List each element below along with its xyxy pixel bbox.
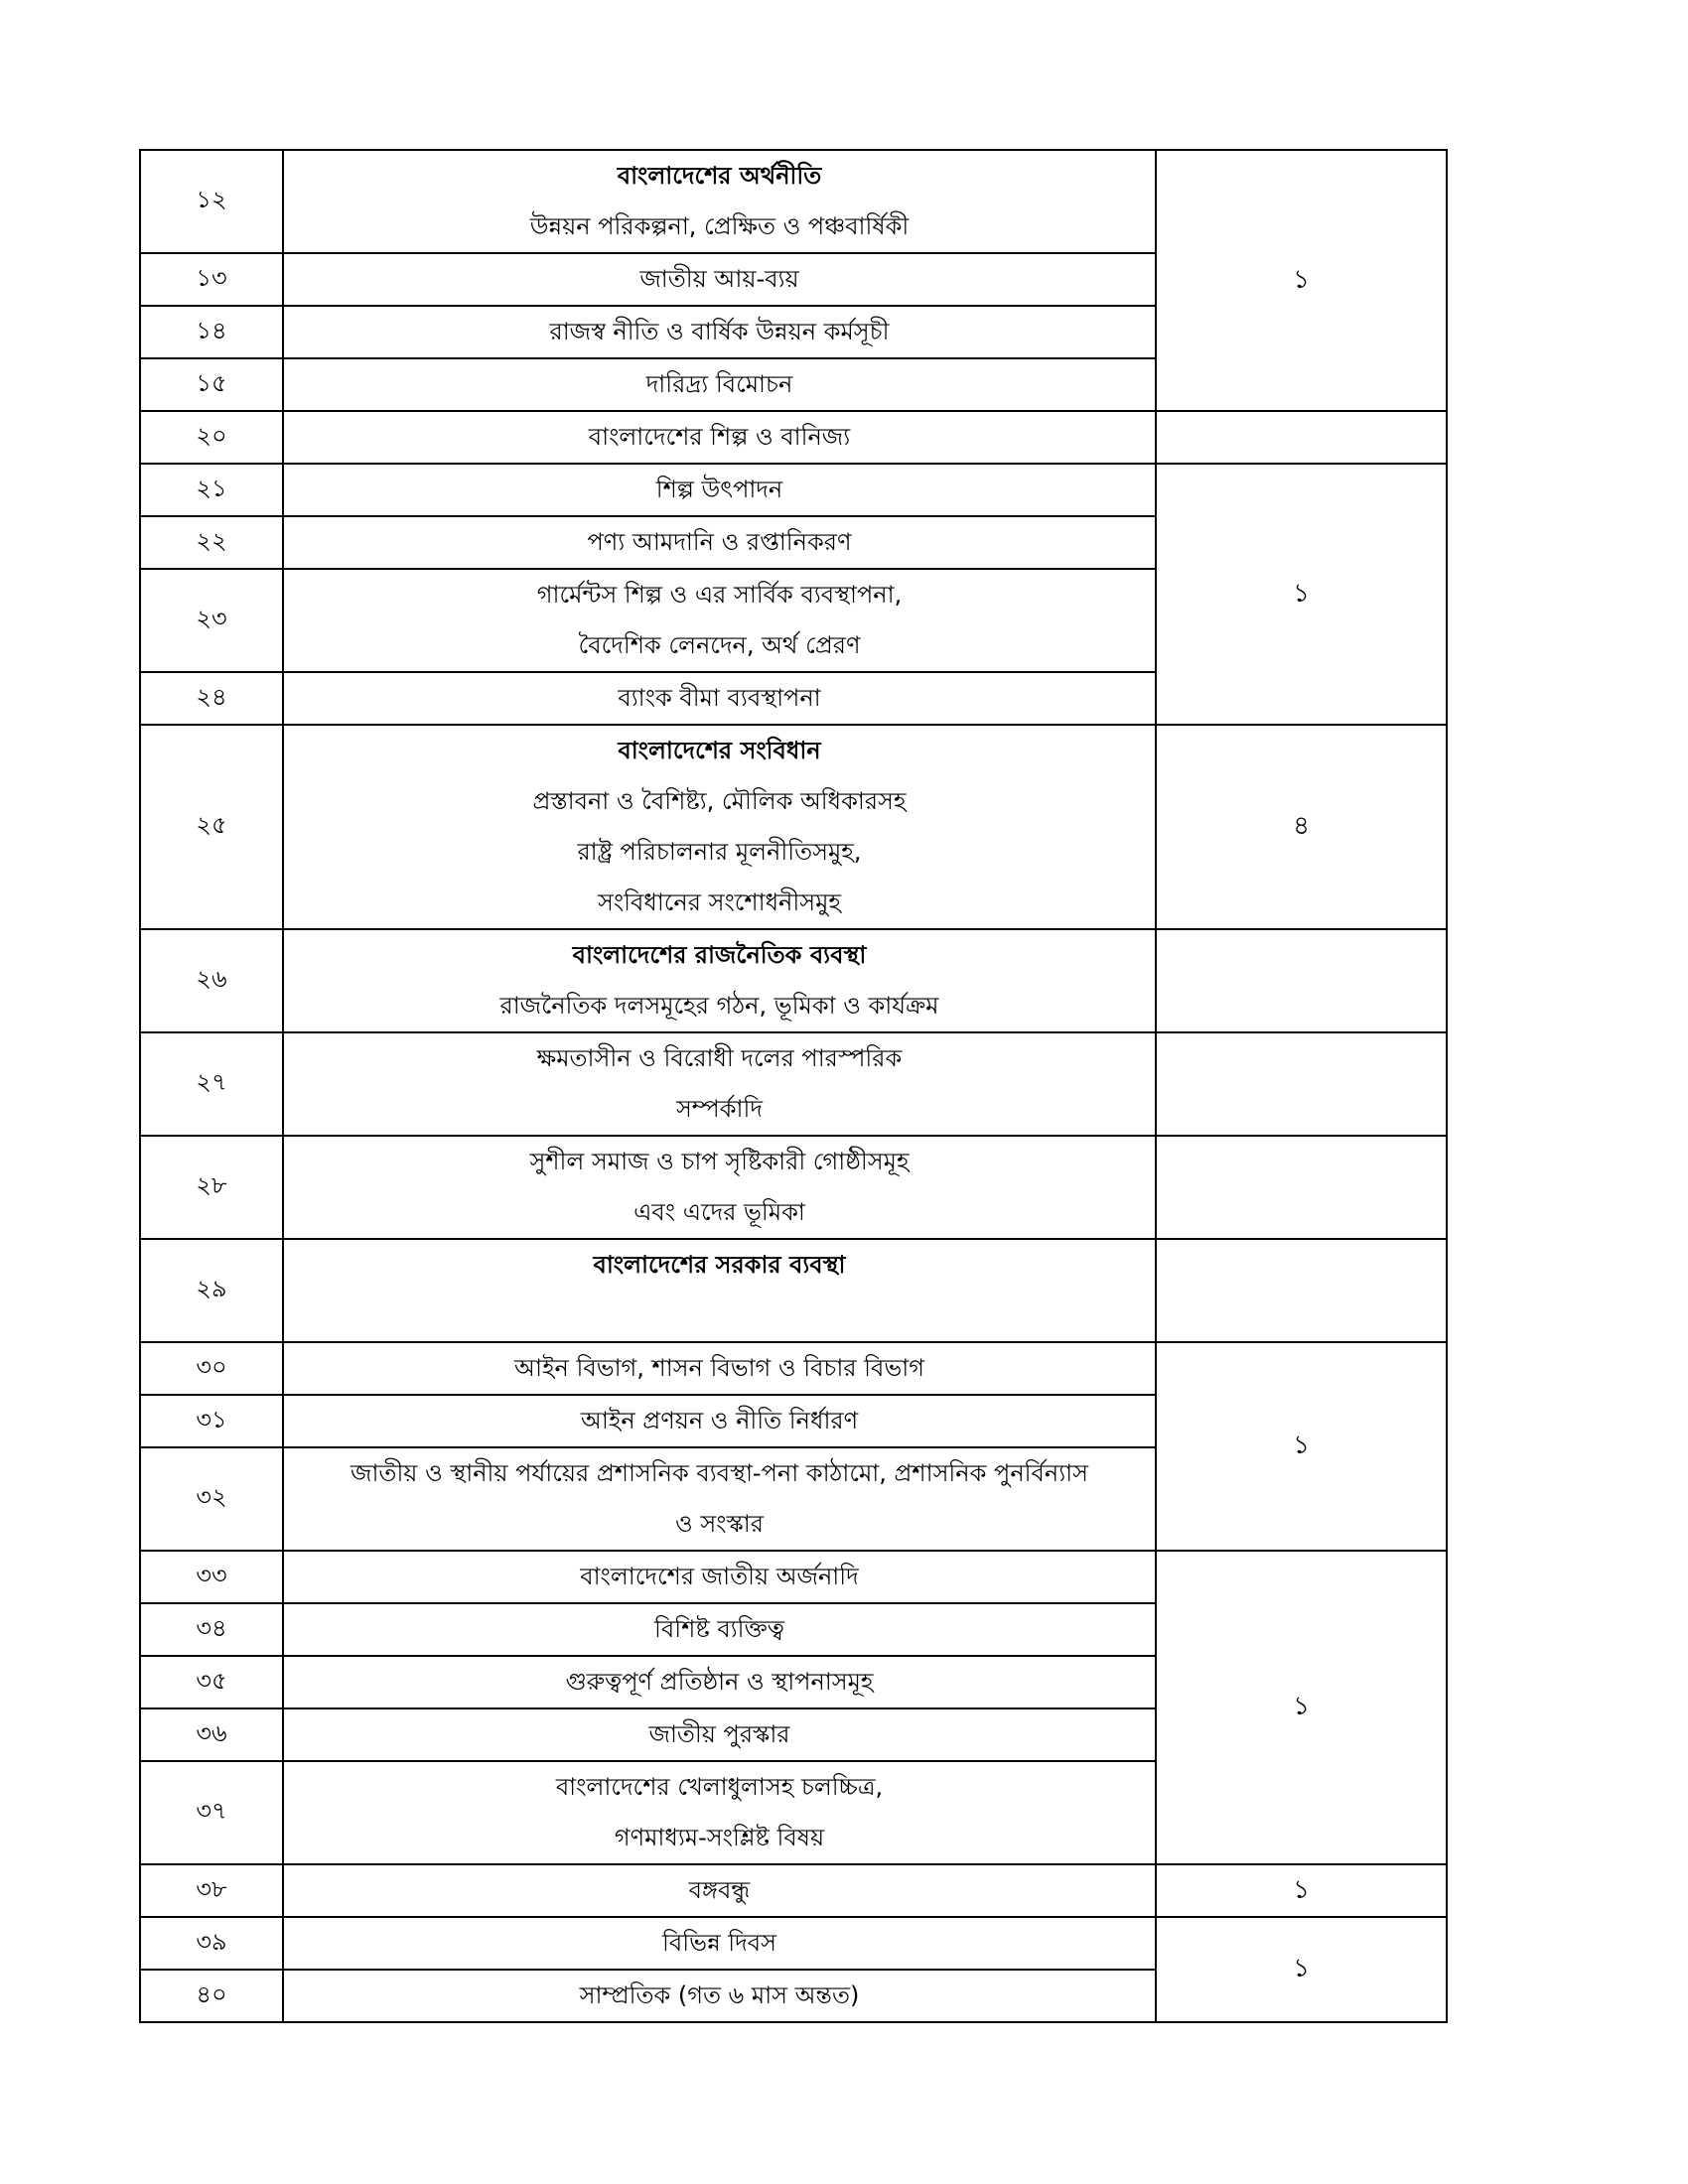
topic-cell — [283, 1395, 1156, 1447]
topic-line: বাংলাদেশের শিল্প ও বানিজ্য — [588, 423, 851, 451]
serial-number: ৩৯ — [140, 1917, 283, 1970]
topic-line: ব্যাংক বীমা ব্যবস্থাপনা — [618, 684, 821, 712]
topic-line: প্রস্তাবনা ও বৈশিষ্ট্য, মৌলিক অধিকারসহ — [532, 787, 907, 815]
topic-line: বিশিষ্ট ব্যক্তিত্ব — [654, 1615, 784, 1643]
serial-number: ৩৪ — [140, 1603, 283, 1656]
serial-number: ২৮ — [140, 1136, 283, 1239]
serial-number: ৩১ — [140, 1395, 283, 1447]
marks-cell: ১ — [1156, 1342, 1447, 1551]
topic-line: সুশীল সমাজ ও চাপ সৃষ্টিকারী গোষ্ঠীসমূহ — [529, 1148, 910, 1175]
topic-line: বাংলাদেশের খেলাধুলাসহ চলচ্চিত্র, — [555, 1773, 884, 1801]
topic-line: ও সংস্কার — [675, 1510, 764, 1538]
topic-cell — [283, 1136, 1156, 1239]
table-row — [140, 1864, 1447, 1917]
topic-cell — [283, 1917, 1156, 1970]
topic-cell — [283, 411, 1156, 464]
marks-cell: ৪ — [1156, 725, 1447, 929]
serial-number: ৩০ — [140, 1342, 283, 1395]
serial-number: ৩৬ — [140, 1708, 283, 1761]
topic-line: বাংলাদেশের সরকার ব্যবস্থা — [593, 1251, 846, 1279]
serial-number: ২৯ — [140, 1239, 283, 1342]
topic-cell — [283, 358, 1156, 411]
topic-cell — [283, 1032, 1156, 1136]
serial-number: ১৪ — [140, 306, 283, 358]
topic-cell — [283, 1447, 1156, 1551]
topic-cell — [283, 725, 1156, 929]
topic-line: জাতীয় ও স্থানীয় পর্যায়ের প্রশাসনিক ব্যবস্থা-পনা কাঠামো, প্রশাসনিক পুনর্বিন্যাস — [351, 1459, 1088, 1487]
topic-cell — [283, 1708, 1156, 1761]
topic-line: পণ্য আমদানি ও রপ্তানিকরণ — [587, 528, 852, 556]
topic-cell — [283, 1551, 1156, 1603]
topic-line: রাজনৈতিক দলসমূহের গঠন, ভূমিকা ও কার্যক্রম — [499, 992, 939, 1020]
topic-line: বাংলাদেশের সংবিধান — [618, 737, 821, 764]
serial-number: ৩৫ — [140, 1656, 283, 1708]
topic-line: বাংলাদেশের রাজনৈতিক ব্যবস্থা — [572, 941, 867, 969]
serial-number: ২৪ — [140, 672, 283, 725]
serial-number: ৪০ — [140, 1970, 283, 2022]
topic-line: দারিদ্র্য বিমোচন — [645, 370, 793, 398]
serial-number: ৩৮ — [140, 1864, 283, 1917]
marks-cell — [1156, 1136, 1447, 1239]
table-row — [140, 1136, 1447, 1239]
topic-line: শিল্প উৎপাদন — [655, 476, 783, 503]
topic-cell — [283, 1656, 1156, 1708]
topic-line: জাতীয় পুরস্কার — [648, 1720, 790, 1748]
topic-cell — [283, 569, 1156, 672]
topic-cell — [283, 464, 1156, 516]
table-row — [140, 1551, 1447, 1603]
serial-number: ১৫ — [140, 358, 283, 411]
marks-cell: ১ — [1156, 150, 1447, 411]
serial-number: ২৩ — [140, 569, 283, 672]
topic-cell — [283, 1342, 1156, 1395]
topic-line: বিভিন্ন দিবস — [662, 1929, 776, 1957]
topic-cell — [283, 150, 1156, 253]
marks-cell: ১ — [1156, 464, 1447, 725]
marks-cell: ১ — [1156, 1864, 1447, 1917]
marks-cell: ১ — [1156, 1551, 1447, 1864]
topic-line: বৈদেশিক লেনদেন, অর্থ প্রেরণ — [578, 631, 861, 659]
topic-line: বাংলাদেশের অর্থনীতি — [617, 162, 822, 190]
topic-cell — [283, 1603, 1156, 1656]
table-row — [140, 150, 1447, 253]
topic-line: বাংলাদেশের জাতীয় অর্জনাদি — [580, 1563, 859, 1590]
topic-line: আইন প্রণয়ন ও নীতি নির্ধারণ — [580, 1407, 859, 1434]
syllabus-table-body — [140, 150, 1447, 2022]
serial-number: ৩৭ — [140, 1761, 283, 1864]
topic-line: গুরুত্বপূর্ণ প্রতিষ্ঠান ও স্থাপনাসমূহ — [565, 1668, 874, 1696]
table-row — [140, 929, 1447, 1032]
marks-cell — [1156, 1032, 1447, 1136]
topic-cell — [283, 1864, 1156, 1917]
marks-cell — [1156, 929, 1447, 1032]
serial-number: ২১ — [140, 464, 283, 516]
topic-line: সম্পর্কাদি — [676, 1095, 763, 1123]
syllabus-table — [139, 149, 1448, 2023]
table-row — [140, 1032, 1447, 1136]
serial-number: ৩২ — [140, 1447, 283, 1551]
serial-number: ১৩ — [140, 253, 283, 306]
table-row — [140, 1917, 1447, 1970]
topic-line — [284, 1291, 1155, 1341]
topic-line: এবং এদের ভূমিকা — [633, 1198, 805, 1226]
marks-cell — [1156, 411, 1447, 464]
serial-number: ২২ — [140, 516, 283, 569]
serial-number: ১২ — [140, 150, 283, 253]
topic-cell — [283, 1239, 1156, 1342]
topic-cell — [283, 1970, 1156, 2022]
topic-line: গণমাধ্যম-সংশ্লিষ্ট বিষয় — [614, 1824, 825, 1851]
topic-cell — [283, 306, 1156, 358]
table-row — [140, 725, 1447, 929]
serial-number: ২৭ — [140, 1032, 283, 1136]
topic-line: আইন বিভাগ, শাসন বিভাগ ও বিচার বিভাগ — [514, 1354, 924, 1382]
topic-line: উন্নয়ন পরিকল্পনা, প্রেক্ষিত ও পঞ্চবার্ষিকী — [529, 212, 910, 240]
serial-number: ৩৩ — [140, 1551, 283, 1603]
table-row — [140, 1342, 1447, 1395]
topic-cell — [283, 1761, 1156, 1864]
topic-cell — [283, 253, 1156, 306]
topic-line: রাষ্ট্র পরিচালনার মূলনীতিসমুহ, — [577, 838, 862, 866]
table-row — [140, 464, 1447, 516]
serial-number: ২৬ — [140, 929, 283, 1032]
topic-line: রাজস্ব নীতি ও বার্ষিক উন্নয়ন কর্মসূচী — [549, 318, 890, 345]
marks-cell — [1156, 1239, 1447, 1342]
topic-line: জাতীয় আয়-ব্যয় — [639, 265, 799, 293]
topic-line: সাম্প্রতিক (গত ৬ মাস অন্তত) — [579, 1981, 860, 2009]
table-row — [140, 1239, 1447, 1342]
serial-number: ২৫ — [140, 725, 283, 929]
topic-cell — [283, 672, 1156, 725]
table-row — [140, 411, 1447, 464]
topic-cell — [283, 516, 1156, 569]
topic-line: বঙ্গবন্ধু — [688, 1876, 751, 1904]
topic-line: গার্মেন্টস শিল্প ও এর সার্বিক ব্যবস্থাপনা, — [536, 581, 903, 609]
marks-cell: ১ — [1156, 1917, 1447, 2022]
topic-line: সংবিধানের সংশোধনীসমুহ — [597, 888, 842, 916]
topic-line: ক্ষমতাসীন ও বিরোধী দলের পারস্পরিক — [536, 1044, 903, 1072]
serial-number: ২০ — [140, 411, 283, 464]
topic-cell — [283, 929, 1156, 1032]
